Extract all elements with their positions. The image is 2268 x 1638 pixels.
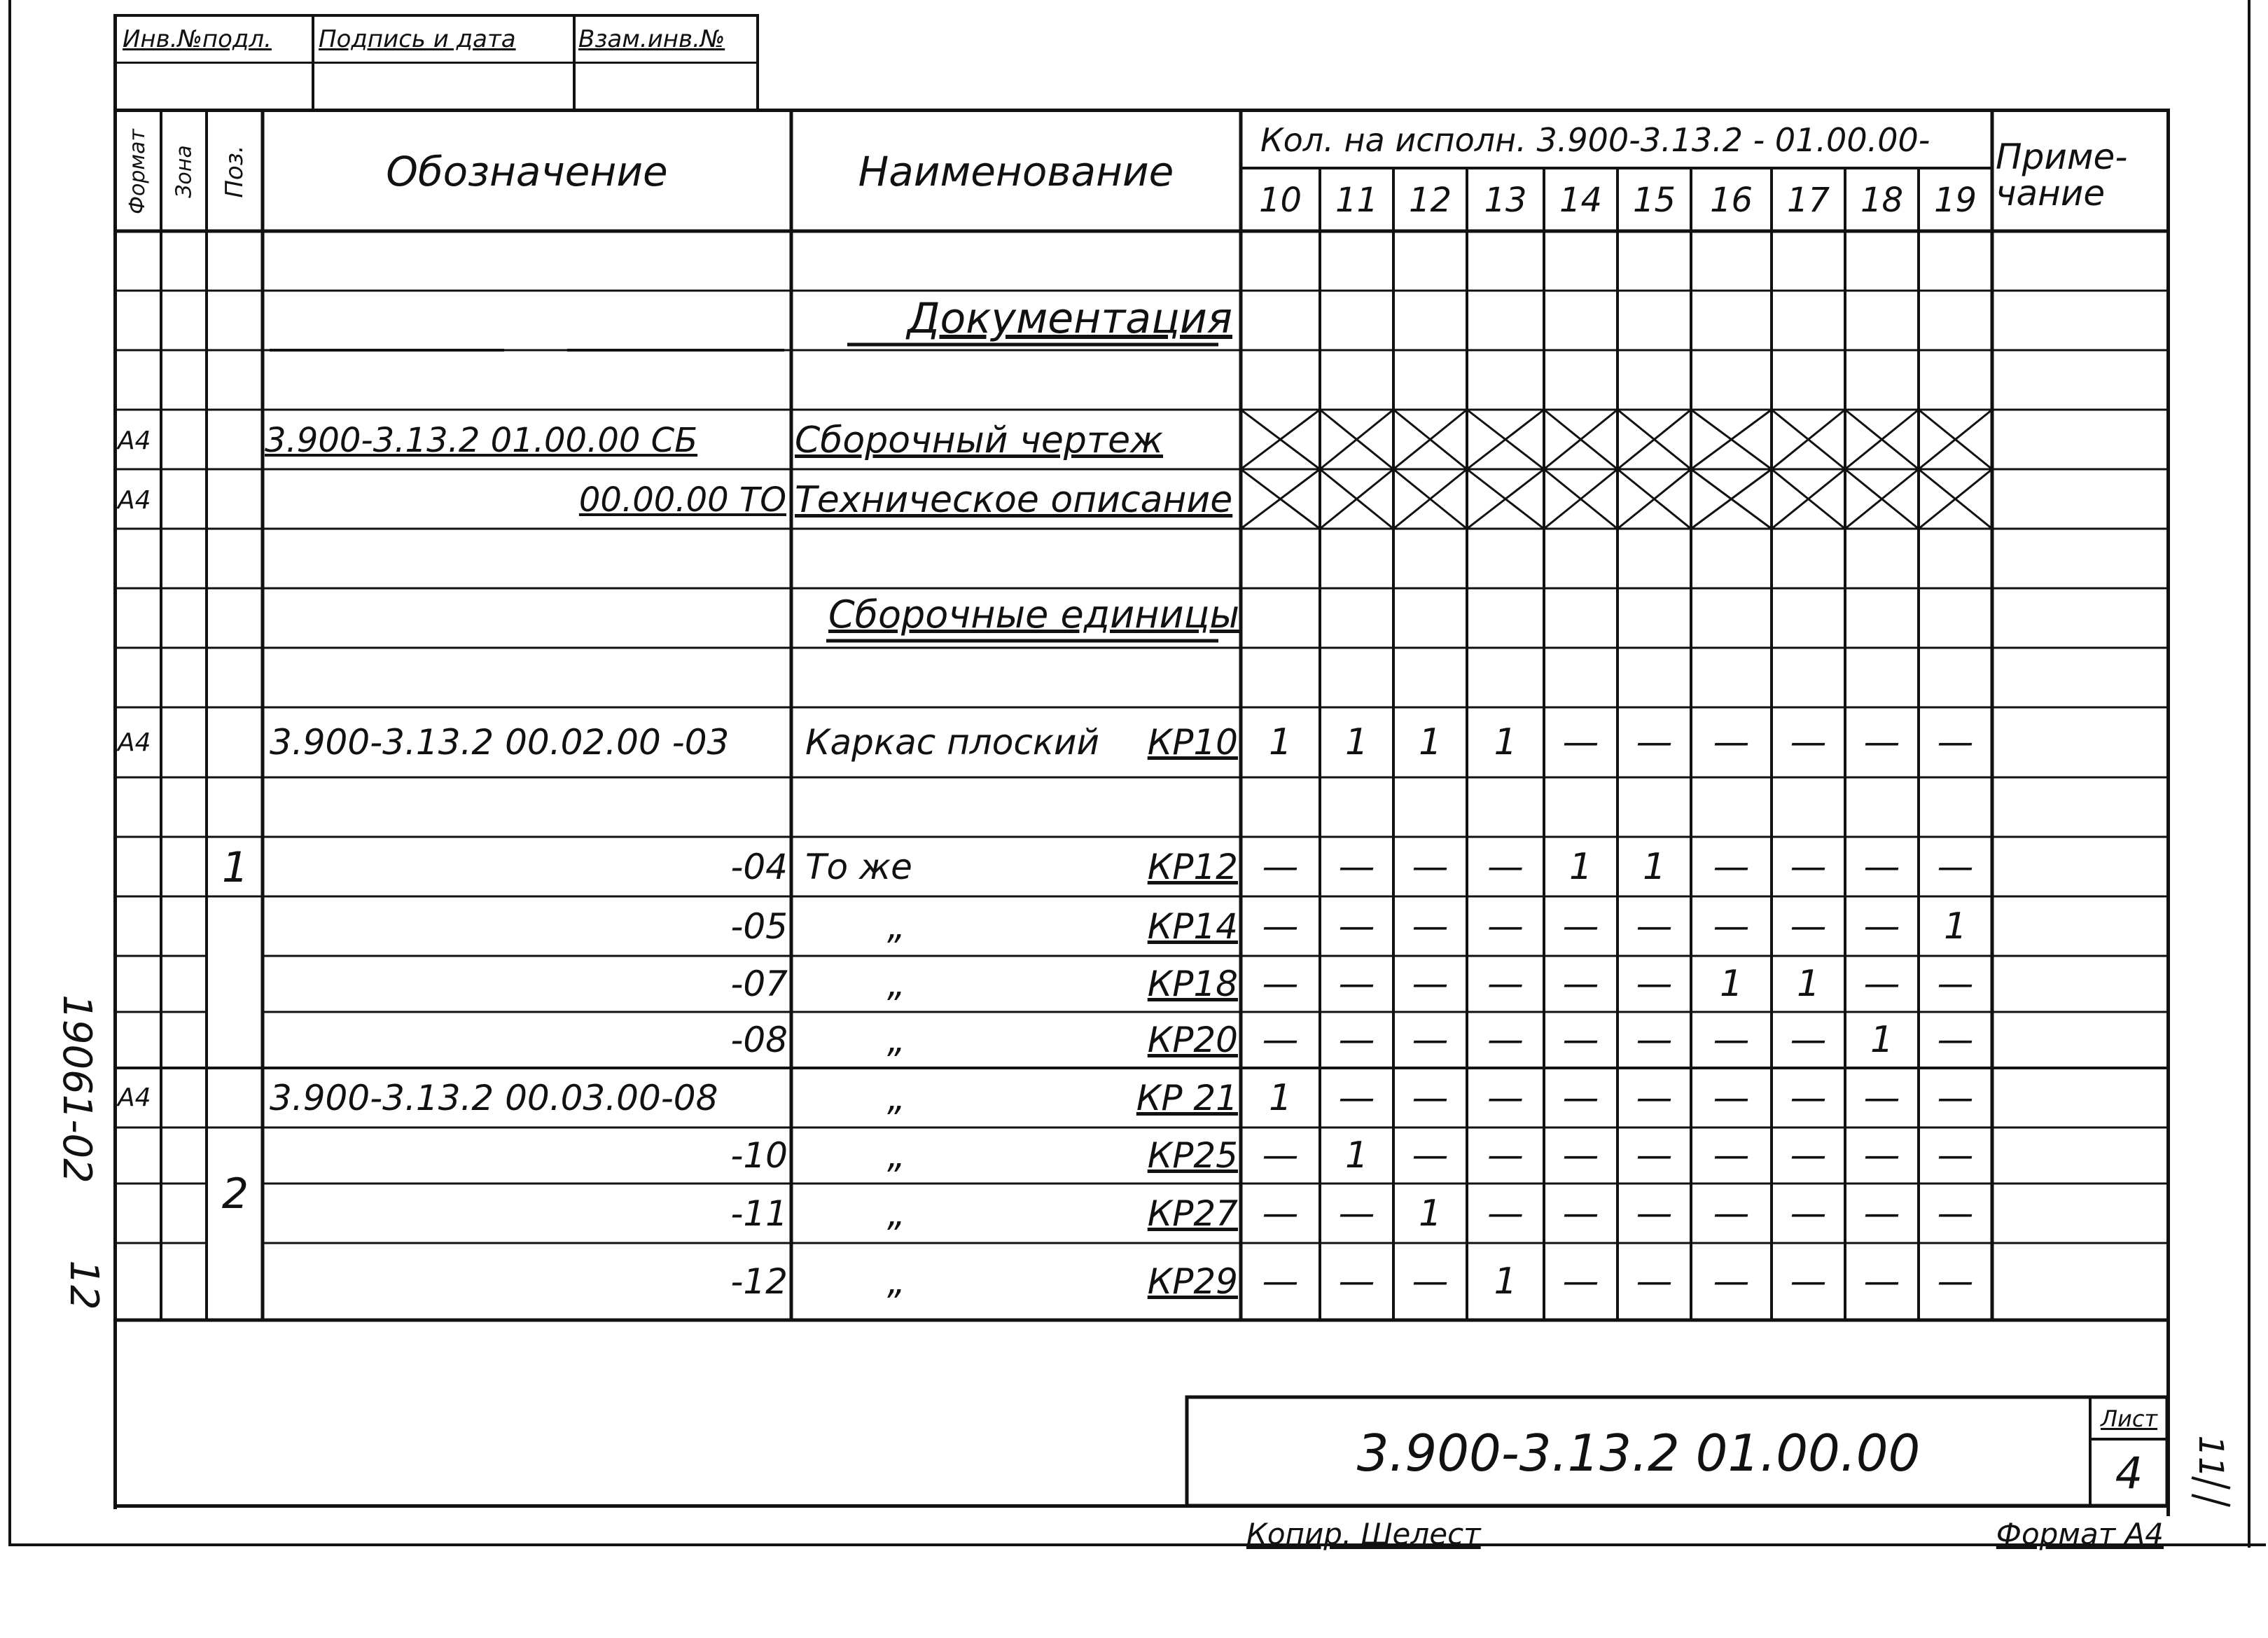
assembly-row-7-qty-17: —: [1790, 1134, 1827, 1177]
assembly-row-5-qty-15: —: [1636, 1019, 1673, 1061]
margin-side-page: 11: [2191, 1435, 2230, 1478]
assembly-row-7-qty-13: —: [1487, 1134, 1524, 1177]
margin-archive-number: 19061-02: [54, 994, 100, 1184]
assembly-row-5-qty-12: —: [1412, 1019, 1449, 1061]
assembly-row-4-qty-17: 1: [1796, 963, 1821, 1005]
assembly-row-6-name: „: [887, 1077, 905, 1118]
assembly-row-9-qty-17: —: [1790, 1261, 1827, 1303]
qty-column-18: 18: [1860, 181, 1904, 220]
assembly-row-6-qty-17: —: [1790, 1076, 1827, 1119]
qty-column-10: 10: [1258, 181, 1302, 220]
stamp-inv-no: Инв.№подл.: [123, 25, 272, 53]
assembly-row-3-format: [118, 896, 161, 956]
doc-row-1-designation: 3.900-3.13.2 01.00.00 СБ: [265, 421, 698, 460]
assembly-row-6-qty-18: —: [1863, 1076, 1900, 1119]
assembly-row-9-qty-18: —: [1863, 1261, 1900, 1303]
assembly-row-1-qty-17: —: [1790, 721, 1827, 763]
doc-row-2-name: Техническое описание: [795, 479, 1233, 521]
footer-copied: Копир. Шелест: [1246, 1516, 1481, 1551]
assembly-row-5-format: [118, 1012, 161, 1068]
assembly-row-4-qty-14: —: [1562, 963, 1599, 1005]
assembly-row-4-qty-11: —: [1338, 963, 1375, 1005]
footer-format: Формат А4: [1996, 1516, 2164, 1551]
assembly-row-9-name: „: [887, 1261, 905, 1302]
assembly-row-2-qty-19: —: [1937, 845, 1974, 888]
assembly-row-3-qty-13: —: [1487, 905, 1524, 948]
assembly-row-4-name: „: [887, 964, 905, 1004]
assembly-row-2-qty-15: 1: [1642, 845, 1667, 888]
assembly-row-7-qty-11: 1: [1344, 1134, 1369, 1177]
pos-group-2: 2: [221, 1169, 249, 1219]
assembly-row-8-qty-18: —: [1863, 1192, 1900, 1235]
assembly-row-1-qty-14: —: [1562, 721, 1599, 763]
assembly-row-7-qty-16: —: [1713, 1134, 1750, 1177]
assembly-row-9-qty-11: —: [1338, 1261, 1375, 1303]
assembly-row-8-qty-17: —: [1790, 1192, 1827, 1235]
qty-column-15: 15: [1632, 181, 1676, 220]
assembly-row-5-qty-14: —: [1562, 1019, 1599, 1061]
assembly-row-9-qty-14: —: [1562, 1261, 1599, 1303]
assembly-row-8-qty-16: —: [1713, 1192, 1750, 1235]
assembly-row-5-qty-11: —: [1338, 1019, 1375, 1061]
assembly-row-9-mark: КР29: [1147, 1261, 1238, 1302]
assembly-row-9-qty-10: —: [1262, 1261, 1299, 1303]
assembly-row-1-qty-12: 1: [1418, 721, 1442, 763]
assembly-row-5-mark: КР20: [1147, 1020, 1238, 1060]
assembly-row-3-designation: -05: [730, 905, 788, 947]
assembly-row-8-qty-11: —: [1338, 1192, 1375, 1235]
assembly-row-2-qty-16: —: [1713, 845, 1750, 888]
assembly-row-2-qty-14: 1: [1568, 845, 1593, 888]
assembly-row-3-qty-17: —: [1790, 905, 1827, 948]
assembly-row-1-name: Каркас плоский: [805, 722, 1100, 763]
assembly-row-5-name: „: [887, 1020, 905, 1060]
assembly-row-4-qty-10: —: [1262, 963, 1299, 1005]
assembly-row-5-qty-17: —: [1790, 1019, 1827, 1061]
assembly-row-4-qty-15: —: [1636, 963, 1673, 1005]
assembly-row-7-qty-19: —: [1937, 1134, 1974, 1177]
assembly-row-3-name: „: [887, 905, 905, 947]
assembly-row-6-qty-10: 1: [1268, 1076, 1293, 1119]
assembly-row-3-qty-14: —: [1562, 905, 1599, 948]
doc-row-1-format: А4: [118, 426, 151, 455]
assembly-row-2-designation: -04: [730, 846, 788, 887]
assembly-row-4-qty-13: —: [1487, 963, 1524, 1005]
assembly-row-3-qty-10: —: [1262, 905, 1299, 948]
assembly-row-6-mark: КР 21: [1136, 1077, 1238, 1118]
assembly-row-4-designation: -07: [730, 964, 788, 1004]
assembly-row-6-qty-14: —: [1562, 1076, 1599, 1119]
assembly-row-7-qty-14: —: [1562, 1134, 1599, 1177]
assembly-row-7-qty-12: —: [1412, 1134, 1449, 1177]
assembly-row-8-qty-10: —: [1262, 1192, 1299, 1235]
assembly-row-6-qty-11: —: [1338, 1076, 1375, 1119]
assembly-row-6-designation: 3.900-3.13.2 00.03.00-08: [270, 1077, 718, 1118]
assembly-row-3-qty-11: —: [1338, 905, 1375, 948]
assembly-row-9-qty-19: —: [1937, 1261, 1974, 1303]
assembly-row-7-mark: КР25: [1147, 1135, 1238, 1176]
assembly-row-8-mark: КР27: [1147, 1193, 1238, 1234]
title-sheet-label: Лист: [2100, 1406, 2158, 1432]
qty-column-13: 13: [1484, 181, 1527, 220]
assembly-row-2-qty-11: —: [1338, 845, 1375, 888]
assembly-row-8-qty-14: —: [1562, 1192, 1599, 1235]
qty-column-11: 11: [1335, 181, 1379, 220]
assembly-row-5-qty-13: —: [1487, 1019, 1524, 1061]
assembly-row-1-qty-10: 1: [1268, 721, 1293, 763]
assembly-row-5-qty-18: 1: [1870, 1019, 1894, 1061]
qty-column-16: 16: [1709, 181, 1753, 220]
assembly-row-6-qty-13: —: [1487, 1076, 1524, 1119]
assembly-row-8-name: „: [887, 1193, 905, 1234]
assembly-row-7-name: „: [887, 1135, 905, 1176]
header-format: Формат: [125, 129, 150, 214]
assembly-row-8-format: [118, 1184, 161, 1243]
assembly-row-4-format: [118, 956, 161, 1012]
assembly-row-1-qty-19: —: [1937, 721, 1974, 763]
assembly-row-1-qty-15: —: [1636, 721, 1673, 763]
assembly-row-7-qty-15: —: [1636, 1134, 1673, 1177]
assembly-row-4-qty-18: —: [1863, 963, 1900, 1005]
assembly-row-2-qty-18: —: [1863, 845, 1900, 888]
assembly-row-9-designation: -12: [730, 1261, 788, 1302]
assembly-row-7-designation: -10: [730, 1135, 788, 1176]
header-note: Приме-чание: [1996, 136, 2128, 214]
section-assembly-units: Сборочные единицы: [828, 592, 1239, 637]
margin-page: 12: [61, 1260, 107, 1310]
assembly-row-5-qty-10: —: [1262, 1019, 1299, 1061]
assembly-row-8-qty-13: —: [1487, 1192, 1524, 1235]
assembly-row-3-qty-18: —: [1863, 905, 1900, 948]
doc-row-1-name: Сборочный чертеж: [795, 419, 1163, 461]
assembly-row-9-format: [118, 1243, 161, 1320]
doc-row-2-format: А4: [118, 485, 151, 515]
assembly-row-1-format: А4: [118, 728, 151, 757]
assembly-row-7-qty-10: —: [1262, 1134, 1299, 1177]
assembly-row-4-qty-19: —: [1937, 963, 1974, 1005]
header-zone: Зона: [172, 145, 196, 198]
assembly-row-8-qty-15: —: [1636, 1192, 1673, 1235]
header-qty-title: Кол. на исполн. 3.900-3.13.2 - 01.00.00-: [1260, 121, 1930, 159]
qty-column-12: 12: [1408, 181, 1452, 220]
assembly-row-3-qty-15: —: [1636, 905, 1673, 948]
assembly-row-1-qty-11: 1: [1344, 721, 1369, 763]
assembly-row-1-qty-16: —: [1713, 721, 1750, 763]
header-name: Наименование: [858, 148, 1174, 195]
assembly-row-3-mark: КР14: [1147, 905, 1238, 947]
assembly-row-6-qty-12: —: [1412, 1076, 1449, 1119]
assembly-row-2-qty-17: —: [1790, 845, 1827, 888]
assembly-row-7-format: [118, 1127, 161, 1184]
assembly-row-9-qty-16: —: [1713, 1261, 1750, 1303]
assembly-row-3-qty-19: 1: [1943, 905, 1968, 948]
assembly-row-6-qty-15: —: [1636, 1076, 1673, 1119]
assembly-row-4-mark: КР18: [1147, 964, 1238, 1004]
assembly-row-6-format: А4: [118, 1083, 151, 1112]
assembly-row-5-designation: -08: [730, 1020, 788, 1060]
assembly-row-2-mark: КР12: [1147, 846, 1238, 887]
assembly-row-3-qty-16: —: [1713, 905, 1750, 948]
assembly-row-9-qty-12: —: [1412, 1261, 1449, 1303]
assembly-row-1-qty-18: —: [1863, 721, 1900, 763]
qty-column-19: 19: [1933, 181, 1977, 220]
assembly-row-2-format: [118, 837, 161, 896]
assembly-row-7-qty-18: —: [1863, 1134, 1900, 1177]
assembly-row-1-designation: 3.900-3.13.2 00.02.00 -03: [270, 722, 730, 763]
assembly-row-2-name: То же: [805, 846, 912, 887]
doc-row-2-designation: 00.00.00 ТО: [578, 480, 786, 520]
assembly-row-4-qty-12: —: [1412, 963, 1449, 1005]
header-pos: Поз.: [221, 145, 249, 198]
header-designation: Обозначение: [386, 148, 668, 195]
qty-column-14: 14: [1559, 181, 1603, 220]
qty-column-17: 17: [1786, 181, 1830, 220]
assembly-row-5-qty-19: —: [1937, 1019, 1974, 1061]
title-sheet-number: 4: [2115, 1447, 2143, 1499]
assembly-row-2-qty-13: —: [1487, 845, 1524, 888]
title-doc-number: 3.900-3.13.2 01.00.00: [1356, 1424, 1921, 1483]
stamp-replacement-inv: Взам.инв.№: [578, 25, 725, 53]
assembly-row-1-qty-13: 1: [1494, 721, 1517, 763]
assembly-row-6-qty-19: —: [1937, 1076, 1974, 1119]
stamp-signature-date: Подпись и дата: [319, 25, 516, 53]
section-documentation: Документация: [907, 294, 1232, 343]
pos-group-1: 1: [221, 843, 249, 892]
assembly-row-6-qty-16: —: [1713, 1076, 1750, 1119]
assembly-row-1-mark: КР10: [1147, 722, 1238, 763]
assembly-row-8-designation: -11: [730, 1193, 788, 1234]
assembly-row-8-qty-19: —: [1937, 1192, 1974, 1235]
assembly-row-4-qty-16: 1: [1719, 963, 1744, 1005]
assembly-row-9-qty-13: 1: [1494, 1261, 1517, 1303]
assembly-row-8-qty-12: 1: [1418, 1192, 1442, 1235]
assembly-row-2-qty-10: —: [1262, 845, 1299, 888]
assembly-row-9-qty-15: —: [1636, 1261, 1673, 1303]
assembly-row-2-qty-12: —: [1412, 845, 1449, 888]
assembly-row-5-qty-16: —: [1713, 1019, 1750, 1061]
assembly-row-3-qty-12: —: [1412, 905, 1449, 948]
